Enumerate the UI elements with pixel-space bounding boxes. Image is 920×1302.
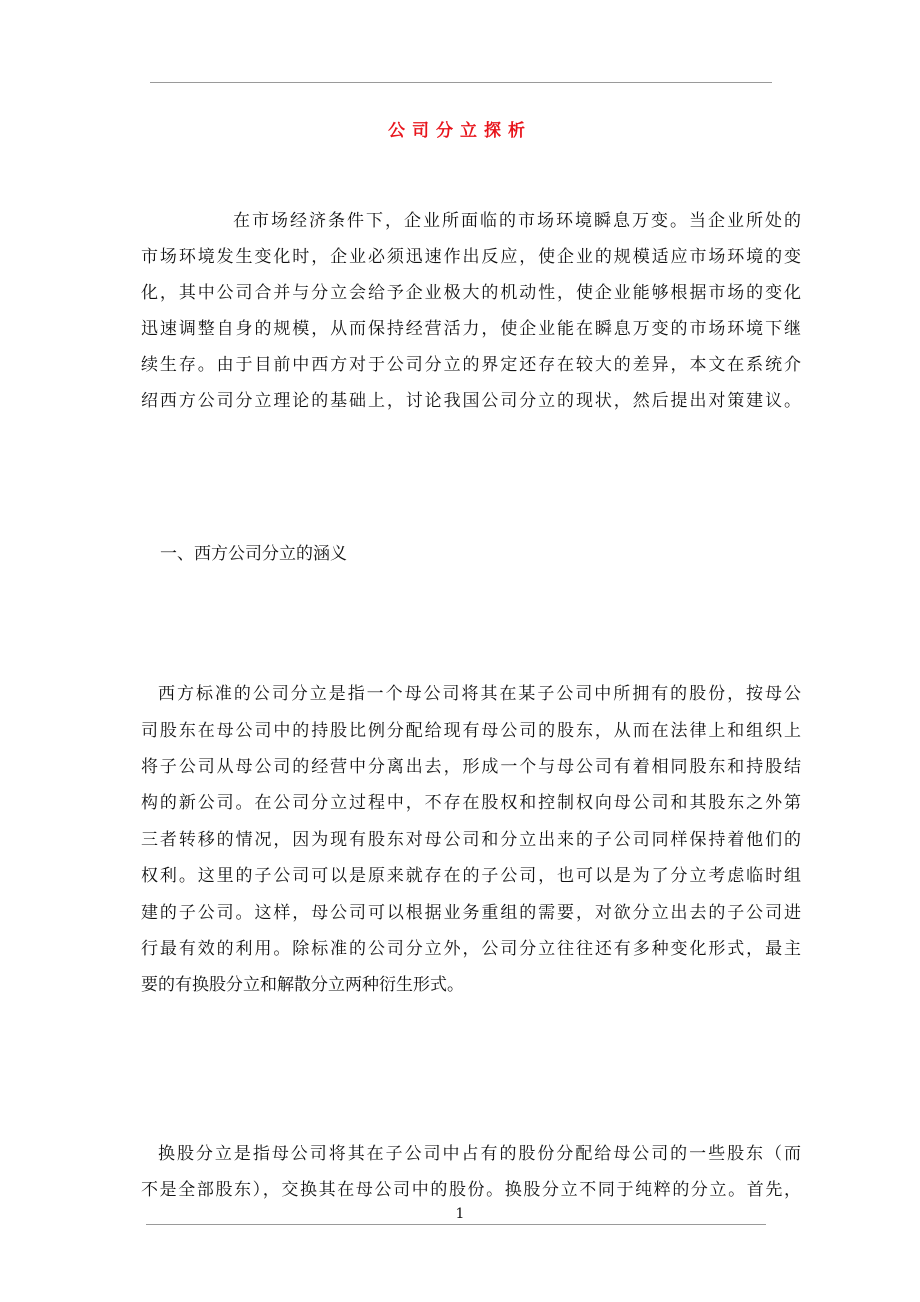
document-title: 公司分立探析 xyxy=(388,121,532,141)
text-line: 将子公司从母公司的经营中分离出去，形成一个与母公司有着相同股东和持股结 xyxy=(141,757,801,777)
text-line: 换股分立是指母公司将其在子公司中占有的股份分配给母公司的一些股东（而 xyxy=(158,1144,801,1164)
text-line: 绍西方公司分立理论的基础上，讨论我国公司分立的现状，然后提出对策建议。 xyxy=(141,391,801,411)
page-number: 1 xyxy=(455,1206,465,1222)
text-line: 建的子公司。这样，母公司可以根据业务重组的需要，对欲分立出去的子公司进 xyxy=(141,903,801,923)
text-line: 行最有效的利用。除标准的公司分立外，公司分立往往还有多种变化形式，最主 xyxy=(141,939,801,959)
text-line: 市场环境发生变化时，企业必须迅速作出反应，使企业的规模适应市场环境的变 xyxy=(141,247,801,267)
text-line: 权利。这里的子公司可以是原来就存在的子公司，也可以是为了分立考虑临时组 xyxy=(141,866,801,886)
header-rule xyxy=(150,82,772,83)
text-line: 续生存。由于目前中西方对于公司分立的界定还存在较大的差异，本文在系统介 xyxy=(141,355,801,375)
text-line: 迅速调整自身的规模，从而保持经营活力，使企业能在瞬息万变的市场环境下继 xyxy=(141,319,801,339)
text-line: 司股东在母公司中的持股比例分配给现有母公司的股东，从而在法律上和组织上 xyxy=(141,721,801,741)
text-line: 三者转移的情况，因为现有股东对母公司和分立出来的子公司同样保持着他们的 xyxy=(141,830,801,850)
text-line: 化，其中公司合并与分立会给予企业极大的机动性，使企业能够根据市场的变化 xyxy=(141,283,801,303)
footer-rule xyxy=(146,1224,766,1225)
text-line: 在市场经济条件下，企业所面临的市场环境瞬息万变。当企业所处的 xyxy=(233,211,801,231)
section-heading: 一、西方公司分立的涵义 xyxy=(160,544,347,564)
text-line: 不是全部股东），交换其在母公司中的股份。换股分立不同于纯粹的分立。首先， xyxy=(141,1180,801,1200)
text-line: 构的新公司。在公司分立过程中，不存在股权和控制权向母公司和其股东之外第 xyxy=(141,793,801,813)
text-line: 要的有换股分立和解散分立两种衍生形式。 xyxy=(141,975,464,995)
text-line: 西方标准的公司分立是指一个母公司将其在某子公司中所拥有的股份，按母公 xyxy=(158,684,801,704)
